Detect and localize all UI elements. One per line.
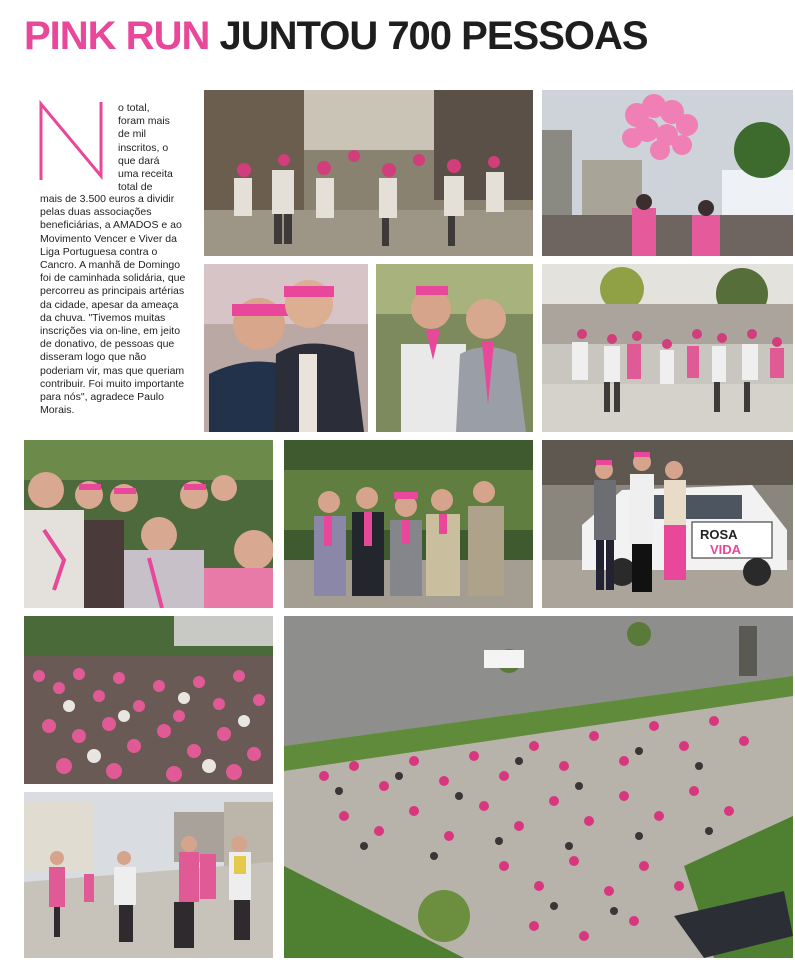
headline-highlight: PINK RUN (24, 14, 210, 58)
article-headline (24, 12, 648, 60)
photo-two-women (376, 264, 533, 432)
drop-cap (38, 100, 108, 182)
headline-rest: JUNTOU 700 PESSOAS (219, 14, 648, 58)
photo-crowd-gathering (24, 616, 273, 784)
photo-street-walkers (24, 792, 273, 958)
car-sign-line2: VIDA (710, 542, 742, 557)
car-sign-line1: ROSA (700, 527, 738, 542)
photo-aerial-crowd (284, 616, 793, 958)
article-intro: o total, foram mais de mil inscritos, o que dará uma receita total de (118, 102, 173, 194)
photo-two-men (204, 264, 368, 432)
photo-group-men (284, 440, 533, 608)
photo-street-march (204, 90, 533, 256)
article-body: mais de 3.500 euros a dividir pelas duas associações beneficiárias, a AMADOS e ao Movimento Vencer e Viver da Liga Portuguesa contra o Cancro. A manhã de Domingo foi de caminhada solidária, que percorreu as principais artérias da cidade, apesar da ameaça da chuva. "Tivemos muitas inscrições via on-line, em jeito de donativo, de pessoas que disseram logo que não poderiam vir, mas que queriam contribuir. Foi muito importante para nós", agradece Paulo Morais. (40, 193, 186, 417)
photo-car-rosa-vida (542, 440, 793, 608)
photo-pink-balloons (542, 90, 793, 256)
photo-crowd-women (24, 440, 273, 608)
photo-march-square (542, 264, 793, 432)
